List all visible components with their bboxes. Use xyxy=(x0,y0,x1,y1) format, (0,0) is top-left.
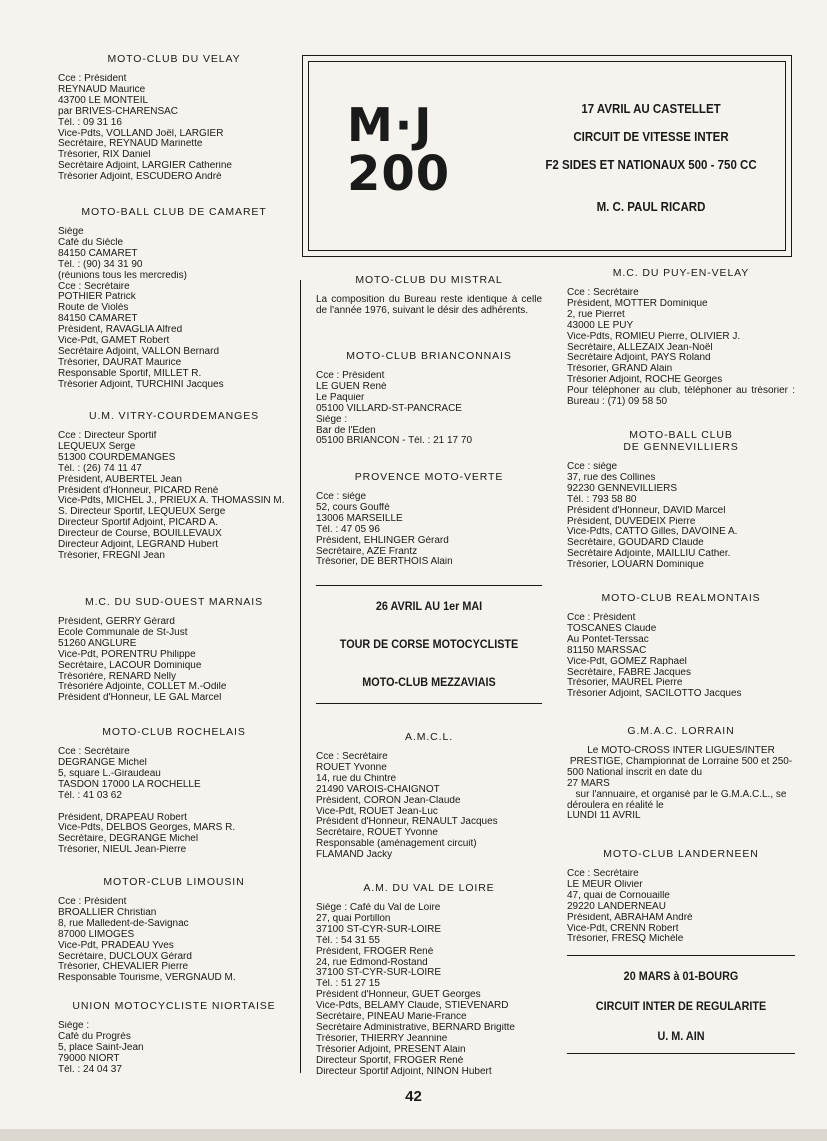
club-line: BROALLIER Christian xyxy=(58,907,157,918)
club-body xyxy=(567,746,795,822)
club-line: Tél. : 51 27 15 xyxy=(316,979,380,990)
club-line: Secrétaire, PINEAU Marie-France xyxy=(316,1012,467,1023)
club-line: Bar de l'Eden xyxy=(316,425,376,436)
club-line: 37, rue des Collines xyxy=(567,472,656,483)
club-line: Directeur Sportif, FROGER René xyxy=(316,1055,464,1066)
club-line: TOSCANES Claude xyxy=(567,623,657,634)
club-line: Cce : Directeur Sportif xyxy=(58,431,157,441)
event-rule-bottom xyxy=(316,703,542,704)
club-title: MOTO-CLUB LANDERNEEN xyxy=(603,848,759,860)
club-body xyxy=(58,747,290,856)
club-line: Président d'Honneur, GUET Georges xyxy=(316,990,481,1001)
mj200-announcement-box xyxy=(302,55,792,257)
club-line: Secrétaire, DUCLOUX Gérard xyxy=(58,951,192,962)
event-organizer: U. M. AIN xyxy=(657,1029,705,1043)
club-line: 79000 NIORT xyxy=(58,1053,120,1064)
club-line: 05100 VILLARD-ST-PANCRACE xyxy=(316,403,462,414)
club-line: Trésorier, LOUARN Dominique xyxy=(567,560,704,571)
club-line: 21490 VAROIS-CHAIGNOT xyxy=(316,784,440,795)
club-title: U.M. VITRY-COURDEMANGES xyxy=(88,410,260,422)
club-line: Président, DRAPEAU Robert xyxy=(58,812,187,823)
club-mc-puy-en-velay xyxy=(567,267,795,408)
club-line: Cce : Secrétaire xyxy=(567,288,639,298)
club-line: 51300 COURDEMANGES xyxy=(58,452,176,463)
club-title: MOTO-CLUB BRIANCONNAIS xyxy=(346,350,512,362)
club-body xyxy=(567,613,795,700)
club-title: MOTO-CLUB DU VELAY xyxy=(107,53,241,65)
club-union-motocycliste-niortaise xyxy=(58,1000,290,1076)
club-line: Vice-Pdt, PRADEAU Yves xyxy=(58,940,174,951)
club-line: 52, cours Gouffé xyxy=(316,502,390,513)
mj200-event-lines xyxy=(529,102,773,214)
club-line: Vice-Pdt, GAMET Robert xyxy=(58,336,170,347)
club-line: Vice-Pdt, GOMEZ Raphael xyxy=(567,656,687,667)
club-moto-club-du-mistral xyxy=(316,274,542,317)
event-title: CIRCUIT INTER DE REGULARITE xyxy=(595,999,767,1013)
club-body xyxy=(58,1021,290,1076)
club-line: Tél. : 54 31 55 xyxy=(316,935,380,946)
event-rule-top xyxy=(567,955,795,956)
club-line: Secrétaire, DEGRANGE Michel xyxy=(58,834,199,845)
club-line: Président d'Honneur, DAVID Marcel xyxy=(567,505,726,516)
club-line: 43700 LE MONTEIL xyxy=(58,95,149,106)
club-line: 05100 BRIANCON - Tél. : 21 17 70 xyxy=(316,436,473,447)
club-line: LE MEUR Olivier xyxy=(567,879,643,890)
club-title: MOTO-BALL CLUB DE GENNEVILLIERS xyxy=(623,429,739,453)
club-body xyxy=(316,903,542,1078)
event-type: CIRCUIT DE VITESSE INTER xyxy=(573,130,729,144)
club-line: Président d'Honneur, PICARD René xyxy=(58,485,219,496)
club-line: Siège : xyxy=(58,1021,90,1031)
club-line: LUNDI 11 AVRIL xyxy=(567,811,641,822)
club-moto-club-brianconnais xyxy=(316,350,542,447)
mj200-logo xyxy=(347,98,451,202)
club-line: (réunions tous les mercredis) xyxy=(58,270,187,281)
club-line: Trésorier, DAURAT Maurice xyxy=(58,357,182,368)
club-line: Trésorier Adjoint, TURCHINI Jacques xyxy=(58,379,224,390)
club-um-vitry-courdemanges xyxy=(58,410,290,562)
club-line: 5, place Saint-Jean xyxy=(58,1042,144,1053)
club-line: Trésorière Adjointe, COLLET M.-Odile xyxy=(58,682,227,693)
club-line: 84150 CAMARET xyxy=(58,314,138,325)
club-line: Secrétaire, ALLEZAIX Jean-Noël xyxy=(567,342,713,353)
club-line: Cce : Président xyxy=(58,897,127,907)
club-line: Vice-Pdt, ROUET Jean-Luc xyxy=(316,806,438,817)
club-line: Cce : Secrétaire xyxy=(567,869,639,879)
club-line: Secrétaire, ROUET Yvonne xyxy=(316,828,438,839)
club-line: Tél. : 41 03 62 xyxy=(58,790,122,801)
club-body xyxy=(58,74,290,183)
club-line: Trésorier, GRAND Alain xyxy=(567,364,673,375)
event-date: 20 MARS à 01-BOURG xyxy=(623,969,739,983)
club-line: Responsable Tourisme, VERGNAUD M. xyxy=(58,973,236,984)
club-line: Vice-Pdt, PORENTRU Philippe xyxy=(58,649,196,660)
club-line: 27 MARS xyxy=(567,778,610,789)
club-line: par BRIVES-CHARENSAC xyxy=(58,106,179,117)
club-line: Cce : Secrétaire xyxy=(316,752,388,762)
club-line: 13006 MARSEILLE xyxy=(316,513,403,524)
club-line: 27, quai Portillon xyxy=(316,913,391,924)
event-organizer: M. C. PAUL RICARD xyxy=(596,200,706,214)
logo-line-1: M·J xyxy=(347,98,434,152)
club-line: Secrétaire, FABRE Jacques xyxy=(567,667,691,678)
event-tour-de-corse xyxy=(316,585,542,704)
club-body xyxy=(316,752,542,861)
club-body xyxy=(316,492,542,568)
event-date: 26 AVRIL AU 1er MAI xyxy=(375,599,483,613)
club-line: sur l'annuaire, et organisé par le G.M.A.C.L., se déroulera en réalité le xyxy=(567,789,787,811)
column-divider xyxy=(300,280,301,1073)
club-moto-ball-gennevilliers xyxy=(567,429,795,571)
club-gmac-lorrain xyxy=(567,725,795,822)
club-line: LEQUEUX Serge xyxy=(58,441,136,452)
event-rule-bottom xyxy=(567,1053,795,1054)
club-title: MOTOR-CLUB LIMOUSIN xyxy=(103,876,245,888)
club-line: Vice-Pdts, ROMIEU Pierre, OLIVIER J. xyxy=(567,331,741,342)
club-line: Trésorier, NIEUL Jean-Pierre xyxy=(58,845,187,856)
club-title: UNION MOTOCYCLISTE NIORTAISE xyxy=(72,1000,276,1012)
club-line: POTHIER Patrick xyxy=(58,292,136,303)
club-line: Cce : Secrétaire xyxy=(58,747,130,757)
club-body xyxy=(58,617,290,704)
club-line: Directeur Sportif Adjoint, NINON Hubert xyxy=(316,1066,492,1077)
club-line: 14, rue du Chintre xyxy=(316,773,397,784)
club-line: 37100 ST-CYR-SUR-LOIRE xyxy=(316,924,442,935)
club-line: Au Pontet-Terssac xyxy=(567,634,649,645)
club-line: Secrétaire, REYNAUD Marinette xyxy=(58,139,203,150)
club-line: Cce : Président xyxy=(567,613,636,623)
club-line: Ecole Communale de St-Just xyxy=(58,627,188,638)
club-line: Cce : Président xyxy=(316,371,385,381)
club-mc-sud-ouest-marnais xyxy=(58,596,290,704)
club-line: Président, EHLINGER Gérard xyxy=(316,535,449,546)
club-line: Trésorier Adjoint, SACILOTTO Jacques xyxy=(567,689,742,700)
event-organizer: MOTO-CLUB MEZZAVIAIS xyxy=(362,675,496,689)
club-line: Pour téléphoner au club, téléphoner au trésorier : Bureau : (71) 09 58 50 xyxy=(567,386,795,408)
club-line: Vice-Pdts, BELAMY Claude, STIEVENARD xyxy=(316,1001,509,1012)
club-line: Siège : Café du Val de Loire xyxy=(316,903,441,913)
club-line: Responsable Sportif, MILLET R. xyxy=(58,368,202,379)
club-line: Tél. : 47 05 96 xyxy=(316,524,380,535)
club-title: M.C. DU PUY-EN-VELAY xyxy=(612,267,750,279)
club-line: Trésorier, MAUREL Pierre xyxy=(567,678,683,689)
club-title: MOTO-CLUB ROCHELAIS xyxy=(102,726,246,738)
line-gap xyxy=(58,802,290,813)
club-line: Trésorier, THIERRY Jeannine xyxy=(316,1033,448,1044)
club-line: Tél. : (26) 74 11 47 xyxy=(58,463,142,474)
club-line: Le Paquier xyxy=(316,392,365,403)
club-line: Vice-Pdts, CATTO Gilles, DAVOINE A. xyxy=(567,527,738,538)
club-line: S. Directeur Sportif, LEQUEUX Serge xyxy=(58,507,226,518)
club-line: Trésorier Adjoint, ESCUDERO André xyxy=(58,172,222,183)
club-line: Trésorier Adjoint, ROCHE Georges xyxy=(567,375,723,386)
event-title: TOUR DE CORSE MOTOCYCLISTE xyxy=(339,637,519,651)
club-line: DEGRANGE Michel xyxy=(58,757,147,768)
club-line: 37100 ST-CYR-SUR-LOIRE xyxy=(316,968,442,979)
club-title: A.M.C.L. xyxy=(404,731,454,743)
club-body xyxy=(316,295,542,317)
club-line: Secrétaire Administrative, BERNARD Brigitte xyxy=(316,1022,515,1033)
club-line: Secrétaire, GOUDARD Claude xyxy=(567,538,704,549)
club-line: Trésorier, CHEVALIER Pierre xyxy=(58,962,189,973)
club-line: Tél. : 24 04 37 xyxy=(58,1064,122,1075)
club-line: Tél. : (90) 34 31 90 xyxy=(58,259,143,270)
club-line: Siège xyxy=(58,227,84,237)
club-moto-club-du-velay xyxy=(58,53,290,183)
club-line: Président, AUBERTEL Jean xyxy=(58,474,182,485)
event-date: 17 AVRIL AU CASTELLET xyxy=(581,102,721,116)
club-line: 24, rue Edmond-Rostand xyxy=(316,957,428,968)
club-body xyxy=(58,227,290,391)
club-line: Vice-Pdts, MICHEL J., PRIEUX A. THOMASSIN M. xyxy=(58,496,285,507)
club-moto-club-rochelais xyxy=(58,726,290,856)
club-line: 29220 LANDERNEAU xyxy=(567,901,666,912)
event-rule-top xyxy=(316,585,542,586)
club-line: Trésorier, RIX Daniel xyxy=(58,150,151,161)
club-line: 81150 MARSSAC xyxy=(567,645,647,656)
event-categories: F2 SIDES ET NATIONAUX 500 - 750 CC xyxy=(545,158,757,172)
club-provence-moto-verte xyxy=(316,471,542,568)
club-amcl xyxy=(316,731,542,861)
club-line: Président, CORON Jean-Claude xyxy=(316,795,461,806)
club-title: MOTO-BALL CLUB DE CAMARET xyxy=(81,206,267,218)
club-moto-ball-camaret xyxy=(58,206,290,391)
club-line: Trésorier, DE BERTHOIS Alain xyxy=(316,557,453,568)
club-line: 43000 LE PUY xyxy=(567,320,634,331)
club-title: M.C. DU SUD-OUEST MARNAIS xyxy=(84,596,264,608)
club-line: Président, FROGER René xyxy=(316,946,434,957)
club-moto-club-landerneen xyxy=(567,848,795,945)
club-title: G.M.A.C. LORRAIN xyxy=(627,725,735,737)
club-title: A.M. DU VAL DE LOIRE xyxy=(363,882,495,894)
club-body xyxy=(58,897,290,984)
club-line: Trésorier, FRESQ Michèle xyxy=(567,934,684,945)
club-line: Cce : Président xyxy=(58,74,127,84)
club-line: Secrétaire Adjoint, PAYS Roland xyxy=(567,353,711,364)
club-body xyxy=(58,431,290,562)
club-line: 8, rue Malledent-de-Savignac xyxy=(58,918,189,929)
club-line: Secrétaire Adjoint, VALLON Bernard xyxy=(58,346,220,357)
club-line: Cce : siège xyxy=(567,462,618,472)
club-line: Trésorier, FRÉGNI Jean xyxy=(58,550,165,561)
club-line: Président d'Honneur, LE GAL Marcel xyxy=(58,693,222,704)
club-line: Vice-Pdts, DELBOS Georges, MARS R. xyxy=(58,823,236,834)
club-line: 51260 ANGLURE xyxy=(58,638,137,649)
club-line: Président, ABRAHAM André xyxy=(567,912,693,923)
club-title: MOTO-CLUB REALMONTAIS xyxy=(601,592,761,604)
club-line: 5, square L.-Giraudeau xyxy=(58,768,161,779)
club-line: Le MOTO-CROSS INTER LIGUES/INTER PRESTIGE, Championnat de Lorraine 500 et 250-500 National inscrit en date du xyxy=(567,746,793,778)
club-line: Vice-Pdt, CRENN Robert xyxy=(567,923,679,934)
club-line: Président, RAVAGLIA Alfred xyxy=(58,325,183,336)
club-line: Tél. : 793 58 80 xyxy=(567,494,637,505)
club-line: Secrétaire, AZE Frantz xyxy=(316,546,418,557)
club-line: Vice-Pdts, VOLLAND Joël, LARGIER xyxy=(58,128,224,139)
club-line: Trésorier Adjoint, PRESENT Alain xyxy=(316,1044,466,1055)
club-line: Président d'Honneur, RENAULT Jacques xyxy=(316,817,498,828)
club-am-val-de-loire xyxy=(316,882,542,1078)
club-line: TASDON 17000 LA ROCHELLE xyxy=(58,779,201,790)
club-line: Cce : Secrétaire xyxy=(58,281,130,292)
club-line: Route de Violès xyxy=(58,303,129,314)
club-moto-club-realmontais xyxy=(567,592,795,700)
club-title: MOTO-CLUB DU MISTRAL xyxy=(355,274,503,286)
club-line: Café du Progrès xyxy=(58,1031,131,1042)
club-body xyxy=(567,462,795,571)
club-line: 84150 CAMARET xyxy=(58,248,138,259)
page-bottom-edge xyxy=(0,1129,827,1141)
club-body xyxy=(567,288,795,408)
club-line: Secrétaire, LACOUR Dominique xyxy=(58,660,202,671)
club-line: Directeur Adjoint, LEGRAND Hubert xyxy=(58,540,219,551)
club-line: La composition du Bureau reste identique à celle de l'année 1976, suivant le désir des adhérents. xyxy=(316,295,542,316)
club-line: LE GUEN René xyxy=(316,381,387,392)
club-line: 92230 GENNEVILLIERS xyxy=(567,483,678,494)
club-line: 2, rue Pierret xyxy=(567,309,625,320)
club-body xyxy=(567,869,795,945)
club-line: FLAMAND Jacky xyxy=(316,850,393,861)
club-line: Tél. : 09 31 16 xyxy=(58,117,122,128)
club-motor-club-limousin xyxy=(58,876,290,984)
club-line: 87000 LIMOGES xyxy=(58,929,135,940)
club-line: Président, GERRY Gérard xyxy=(58,617,175,627)
club-line: Trésorière, RENARD Nelly xyxy=(58,671,176,682)
club-title: PROVENCE MOTO-VERTE xyxy=(354,471,504,483)
club-body xyxy=(316,371,542,447)
event-bourg xyxy=(567,955,795,1054)
club-line: ROUET Yvonne xyxy=(316,762,387,773)
club-line: Président, DUVEDEIX Pierre xyxy=(567,516,696,527)
club-line: Responsable (aménagement circuit) xyxy=(316,839,477,850)
club-line: 47, quai de Cornouaille xyxy=(567,890,670,901)
club-line: Cce : siège xyxy=(316,492,367,502)
club-line: Café du Siècle xyxy=(58,237,124,248)
logo-line-2: 200 xyxy=(347,146,451,202)
club-line: Siège : xyxy=(316,414,348,425)
club-line: Directeur Sportif Adjoint, PICARD A. xyxy=(58,518,219,529)
club-line: Secrétaire Adjoint, LARGIER Catherine xyxy=(58,161,232,172)
club-line: Directeur de Course, BOUILLEVAUX xyxy=(58,529,222,540)
mj200-inner-frame xyxy=(308,61,786,251)
club-line: REYNAUD Maurice xyxy=(58,84,146,95)
page-number: 42 xyxy=(405,1088,422,1105)
club-line: Secrétaire Adjointe, MAILLIU Cather. xyxy=(567,549,731,560)
club-line: Président, MOTTER Dominique xyxy=(567,298,708,309)
